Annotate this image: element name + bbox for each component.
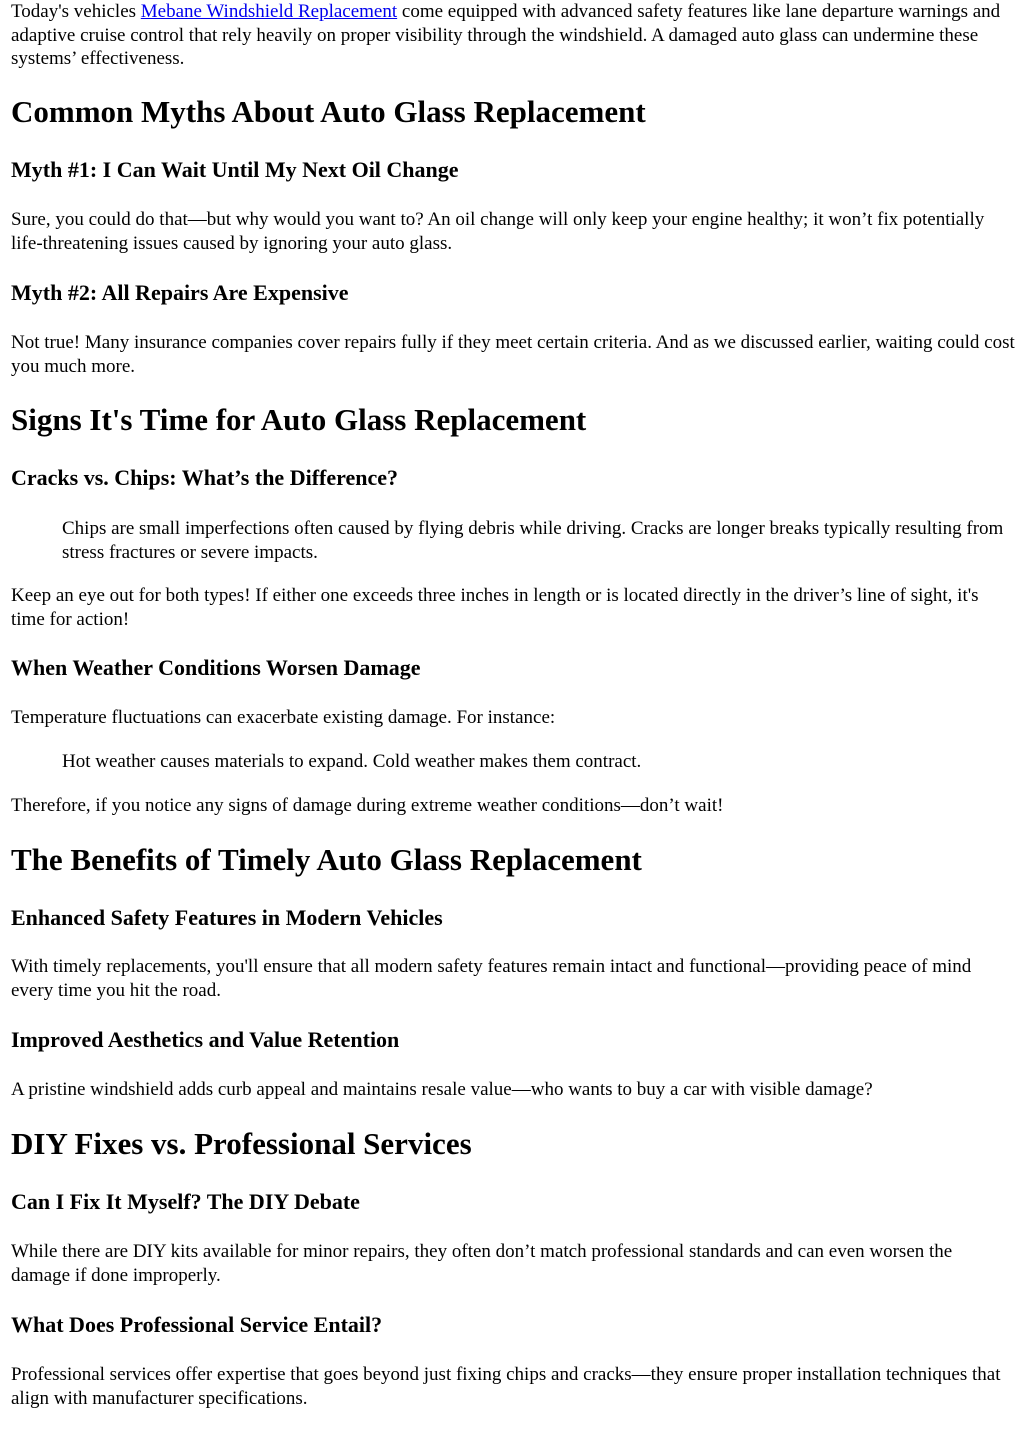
myth2-heading: Myth #2: All Repairs Are Expensive xyxy=(11,280,349,305)
intro-text-before: Today's vehicles xyxy=(11,1,141,22)
diy-heading: DIY Fixes vs. Professional Services xyxy=(11,1126,472,1161)
safety-features-paragraph: With timely replacements, you'll ensure that all modern safety features remain intact and functional—providing peace of mind every time you hit the road. xyxy=(11,956,972,1001)
weather-paragraph: Temperature fluctuations can exacerbate existing damage. For instance: xyxy=(11,707,556,728)
cracks-vs-chips-quote: Chips are small imperfections often caused by flying debris while driving. Cracks are longer breaks typically resulting from stress fractures or severe impacts. xyxy=(62,518,1004,563)
diy-debate-heading: Can I Fix It Myself? The DIY Debate xyxy=(11,1189,360,1214)
myths-heading: Common Myths About Auto Glass Replacement xyxy=(11,94,646,129)
benefits-heading: The Benefits of Timely Auto Glass Replacement xyxy=(11,842,642,877)
aesthetics-heading: Improved Aesthetics and Value Retention xyxy=(11,1027,400,1052)
professional-service-heading: What Does Professional Service Entail? xyxy=(11,1312,383,1337)
myth1-heading: Myth #1: I Can Wait Until My Next Oil Change xyxy=(11,157,459,182)
weather-quote: Hot weather causes materials to expand. Cold weather makes them contract. xyxy=(62,751,642,772)
safety-features-heading: Enhanced Safety Features in Modern Vehicles xyxy=(11,905,443,930)
professional-service-paragraph: Professional services offer expertise that goes beyond just fixing chips and cracks—they ensure proper installation techniques that align with manufacturer specifications. xyxy=(11,1364,1001,1409)
myth1-paragraph: Sure, you could do that—but why would you want to? An oil change will only keep your engine healthy; it won’t fix potentially life-threatening issues caused by ignoring your auto glass. xyxy=(11,209,985,254)
intro-text-after: come equipped with advanced safety features like lane departure warnings and adaptive cruise control that rely heavily on proper visibility through the windshield. A damaged auto glass can undermine these systems’ effectiveness. xyxy=(11,1,1001,69)
weather-followup-paragraph: Therefore, if you notice any signs of damage during extreme weather conditions—don’t wait! xyxy=(11,795,724,816)
diy-debate-paragraph: While there are DIY kits available for minor repairs, they often don’t match professional standards and can even worsen the damage if done improperly. xyxy=(11,1241,953,1286)
myth2-paragraph: Not true! Many insurance companies cover repairs fully if they meet certain criteria. And as we discussed earlier, waiting could cost you much more. xyxy=(11,332,1015,377)
signs-heading: Signs It's Time for Auto Glass Replacement xyxy=(11,402,587,437)
mebane-windshield-replacement-link[interactable]: Mebane Windshield Replacement xyxy=(140,1,398,22)
aesthetics-paragraph: A pristine windshield adds curb appeal and maintains resale value—who wants to buy a car with visible damage? xyxy=(11,1079,873,1100)
cracks-vs-chips-paragraph: Keep an eye out for both types! If either one exceeds three inches in length or is located directly in the driver’s line of sight, it's time for action! xyxy=(11,585,979,630)
intro-paragraph xyxy=(11,0,1015,71)
weather-heading: When Weather Conditions Worsen Damage xyxy=(11,655,421,680)
cracks-vs-chips-heading: Cracks vs. Chips: What’s the Difference? xyxy=(11,465,399,490)
